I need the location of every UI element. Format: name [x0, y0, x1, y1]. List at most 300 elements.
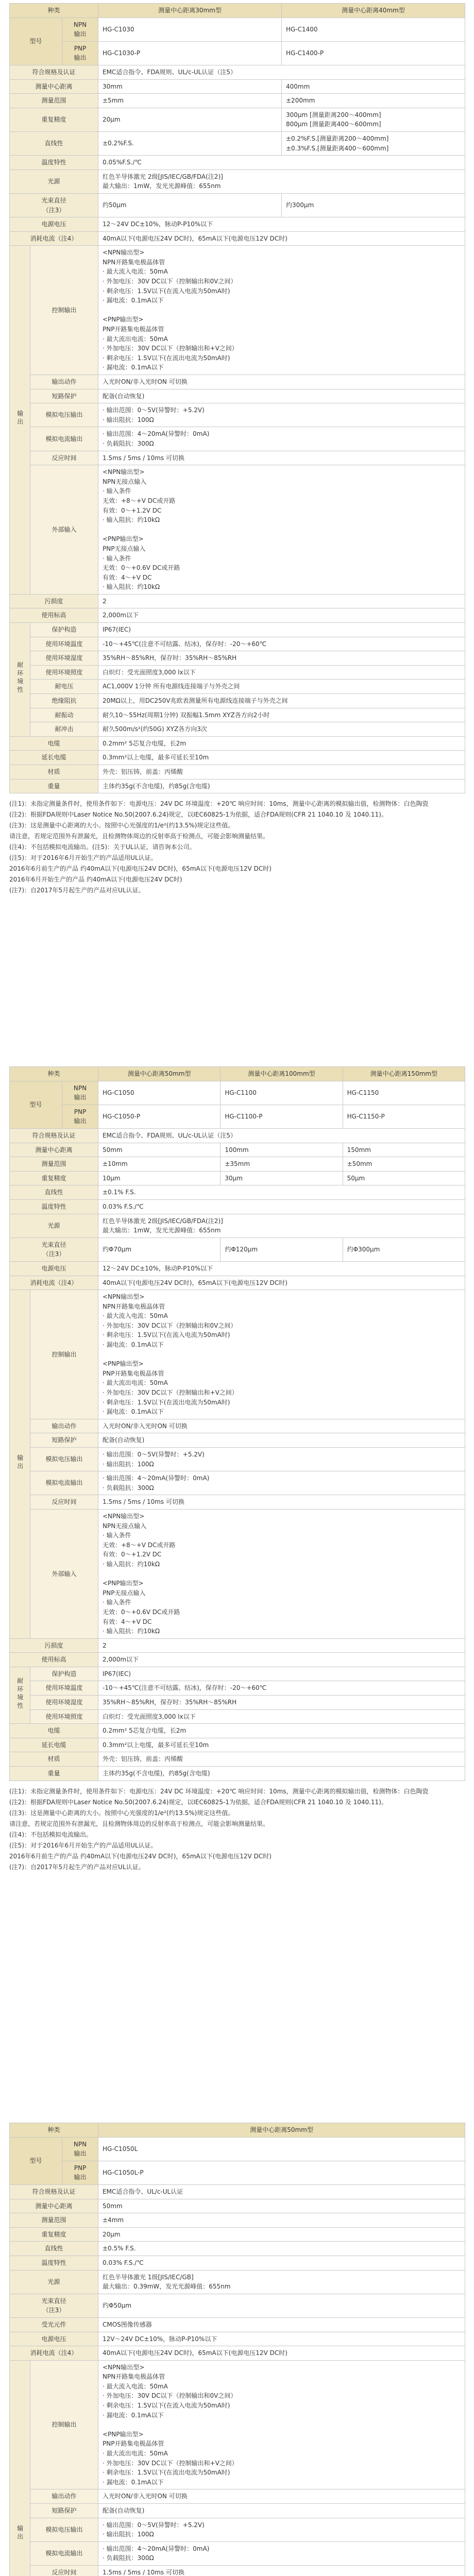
row-value: 2,000m以下: [98, 1653, 465, 1667]
row-value: 白炽灯：受光面照度3,000 lx以下: [98, 665, 465, 680]
row-label: 使用环境照度: [30, 665, 98, 680]
table-row: [10, 1724, 465, 1738]
row-label: 外部输入: [30, 1509, 98, 1638]
row-value: ±0.5% F.S.: [98, 2242, 465, 2256]
row-value: · 输出范围：4～20mA(异警时：0mA) · 负载阻抗：300Ω: [98, 1471, 465, 1495]
spec-table-grid: [9, 1066, 465, 1781]
note-line: 请注意，若规定范围外有泄漏光，且检测物体周边的反射率高于检测点，可能会影响测量结果。: [9, 1820, 269, 1827]
note-line: (注1)：未指定测量条件时，使用条件如下：电源电压：24V DC 环境温度：+20℃ 响应时间：10ms，测量中心距离的模拟输出值，检测物体：白色陶瓷: [9, 800, 429, 808]
row-value: 30mm: [98, 79, 282, 94]
table-row: [10, 1143, 465, 1157]
row-value: IP67(IEC): [98, 1667, 465, 1681]
spec-table-grid: [9, 3, 465, 793]
note-line: 2016年6月开始生产的产品 约40mA以下(电源电压24V DC时): [9, 876, 182, 884]
header-models-label: 型号: [10, 18, 62, 65]
row-label: 使用环境温度: [30, 1681, 98, 1696]
table-row: [10, 594, 465, 608]
row-value: 12～24V DC±10%，脉动P-P10%以下: [98, 217, 465, 232]
header-pnp-output: PNP 输出: [62, 1105, 98, 1128]
row-label: 输出动作: [30, 2489, 98, 2504]
pnp-model: HG-C1050L-P: [98, 2161, 465, 2184]
table-row: [10, 375, 465, 389]
row-label: 消耗电流（注4）: [10, 1276, 98, 1290]
row-label: 光束直径 （注3）: [10, 1238, 98, 1261]
row-group-text: 耐环境性: [16, 1677, 24, 1710]
row-label: 光源: [10, 1214, 98, 1238]
row-label: 模拟电压输出: [30, 403, 98, 427]
table-row: [10, 451, 465, 465]
row-value: 0.2mm² 5芯复合电缆，长2m: [98, 736, 465, 751]
row-value: 配备(自动恢复): [98, 1433, 465, 1448]
table-row: [10, 779, 465, 793]
row-label: 电源电压: [10, 1261, 98, 1276]
header-npn-output: NPN 输出: [62, 1081, 98, 1105]
row-label: 光束直径 （注3）: [10, 193, 98, 217]
note-line: (注7)：自2017年5月起生产的产品对应UL认证。: [9, 1863, 145, 1871]
row-label: 材质: [10, 1752, 98, 1767]
row-group-text: 输出: [16, 2524, 24, 2541]
pnp-model: HG-C1150-P: [343, 1105, 465, 1128]
note-line: (注3)：这是测量中心距离的大小。按照中心光强度的1/e²(约13.5%)规定这些值。: [9, 822, 234, 829]
row-value: 入光时ON/非入光时ON 可切换: [98, 2489, 465, 2504]
table-row: [10, 2213, 465, 2228]
table-row: [10, 708, 465, 722]
row-label: 符合规格及认证: [10, 65, 98, 79]
row-value: 1.5ms / 5ms / 10ms 可切换: [98, 451, 465, 465]
row-label: 电缆: [10, 1724, 98, 1738]
table-row: [10, 403, 465, 427]
header-models-label: 型号: [10, 1081, 62, 1128]
row-value: 1.5ms / 5ms / 10ms 可切换: [98, 2565, 465, 2576]
row-label: 输出动作: [30, 375, 98, 389]
row-value: 主体约35g(不含电缆)，约85g(含电缆): [98, 1767, 465, 1781]
row-label: 消耗电流（注4）: [10, 2346, 98, 2361]
row-label: 控制输出: [30, 2360, 98, 2489]
row-value: 50μm: [343, 1171, 465, 1185]
header-category: 种类: [10, 4, 98, 18]
note-line: (注5)：对于2016年6月开始生产的产品适用UL认证。: [9, 1841, 157, 1849]
table-row: [10, 1709, 465, 1724]
row-value: · 输出范围：4～20mA(异警时：0mA) · 负载阻抗：300Ω: [98, 2541, 465, 2565]
table-row: [10, 2346, 465, 2361]
row-value: 35%RH～85%RH，保存时：35%RH～85%RH: [98, 651, 465, 666]
npn-model: HG-C1050: [98, 1081, 221, 1105]
row-label: 符合规格及认证: [10, 2184, 98, 2199]
table-row: [10, 1767, 465, 1781]
row-label: 重复精度: [10, 2227, 98, 2242]
row-label: 控制输出: [30, 246, 98, 375]
row-label: 使用环境湿度: [30, 651, 98, 666]
header-npn-output: NPN 输出: [62, 2137, 98, 2161]
pnp-model: HG-C1030-P: [98, 41, 282, 65]
npn-model: HG-C1030: [98, 18, 282, 41]
table-row: [10, 2270, 465, 2294]
header-npn-output: NPN 输出: [62, 18, 98, 41]
row-label: 污损度: [10, 594, 98, 608]
table-row: [10, 608, 465, 623]
row-value: EMC适合指令、FDA规则、UL/c-UL认证（注5）: [98, 65, 465, 79]
row-value: ±200mm: [282, 94, 465, 108]
table-row: [10, 651, 465, 666]
note-line: (注2)：根据FDA规则中Laser Notice No.50(2007.6.24)规定，以IEC60825-1为依据，适合FDA规则(CFR 21 1040.10 及 1040.11)。: [9, 1798, 387, 1806]
row-label: 消耗电流（注4）: [10, 231, 98, 246]
row-label: 光源: [10, 2270, 98, 2294]
row-label: 短路保护: [30, 389, 98, 403]
row-value: 2: [98, 594, 465, 608]
row-value: 红色半导体激光 1级[JIS/IEC/GB] 最大输出：0.39mW，发光光源峰值：655nm: [98, 2270, 465, 2294]
row-value: 红色半导体激光 2级[JIS/IEC/GB/FDA(注2)] 最大输出：1mW，发光光源峰值：655nm: [98, 1214, 465, 1238]
table-row: [10, 1199, 465, 1214]
spec-block-3: [9, 2123, 465, 2576]
spec-table-grid: [9, 2123, 465, 2576]
row-value: 0.2mm² 5芯复合电缆，长2m: [98, 1724, 465, 1738]
row-label: 延长电缆: [10, 1738, 98, 1752]
row-group-text: 输出: [16, 1454, 24, 1471]
table-row: [10, 2294, 465, 2317]
note-line: (注4)：不包括模拟电流输出。: [9, 1831, 92, 1838]
row-group-label: [10, 1667, 30, 1723]
row-label: 耐振动: [30, 708, 98, 722]
pnp-model: HG-C1400-P: [282, 41, 465, 65]
table-row: [10, 156, 465, 170]
row-label: 外部输入: [30, 465, 98, 595]
row-label: 符合规格及认证: [10, 1128, 98, 1143]
table-row: [10, 193, 465, 217]
table-row: [10, 1638, 465, 1653]
row-label: 重量: [10, 779, 98, 793]
table-row: [10, 1157, 465, 1172]
table-row: [10, 1276, 465, 1290]
spec-block-1: [9, 3, 465, 896]
note-line: (注3)：这是测量中心距离的大小。按照中心光强度的1/e²(约13.5%)规定这些值。: [9, 1809, 234, 1817]
row-value: 2,000m以下: [98, 608, 465, 623]
spec-table: [9, 3, 465, 793]
row-value: <NPN输出型> NPN开路集电极晶体管 · 最大流入电流：50mA · 外加电压：30V DC以下（控制输出和0V之间） · 剩余电压：1.5V以下(在流入电流为50mA时) · 漏电流：0.1mA以下 <PNP输出型> PNP开路集电极晶体管 · 最大流出电流：50mA · 外加电压：30V DC以下（控制输出和+V之间） · 剩余电压：1.5V以下(在流出电流为50mA时) · 漏电流：0.1mA以下: [98, 246, 465, 375]
npn-model: HG-C1150: [343, 1081, 465, 1105]
table-row: [10, 722, 465, 737]
row-label: 反应时间: [30, 1495, 98, 1510]
row-label: 电源电压: [10, 2332, 98, 2346]
row-label: 使用环境温度: [30, 637, 98, 651]
header-column-title: 测量中心距离150mm型: [343, 1067, 465, 1081]
table-row: [10, 65, 465, 79]
row-label: 使用标高: [10, 608, 98, 623]
row-group-text: 输出: [16, 410, 24, 427]
row-group-label: [10, 1290, 30, 1639]
table-row: [10, 694, 465, 708]
row-label: 重量: [10, 1767, 98, 1781]
npn-model: HG-C1400: [282, 18, 465, 41]
table-row: [10, 2565, 465, 2576]
table-row: [10, 1471, 465, 1495]
table-row: [10, 2242, 465, 2256]
row-value: ±4mm: [98, 2213, 465, 2228]
table-row: [10, 2317, 465, 2332]
row-value: EMC适合指令、UL/c-UL认证: [98, 2184, 465, 2199]
npn-model: HG-C1050L: [98, 2137, 465, 2161]
spec-table: [9, 2123, 465, 2576]
row-group-label: [10, 623, 30, 737]
header-column-title: 测量中心距离40mm型: [282, 4, 465, 18]
row-value: 白炽灯：受光面照度3,000 lx以下: [98, 1709, 465, 1724]
row-value: 外壳：铝压铸，前盖：丙烯酸: [98, 1752, 465, 1767]
table-row: [10, 1681, 465, 1696]
row-value: <NPN输出型> NPN开路集电极晶体管 · 最大流入电流：50mA · 外加电压：30V DC以下（控制输出和0V之间） · 剩余电压：1.5V以下(在流入电流为50mA时) · 漏电流：0.1mA以下 <PNP输出型> PNP开路集电极晶体管 · 最大流出电流：50mA · 外加电压：30V DC以下（控制输出和+V之间） · 剩余电压：1.5V以下(在流出电流为50mA时) · 漏电流：0.1mA以下: [98, 1290, 465, 1419]
table-row: [10, 2227, 465, 2242]
row-value: 10μm: [98, 1171, 221, 1185]
notes: [9, 799, 465, 896]
table-row: [10, 765, 465, 779]
row-value: 耐久10～55Hz(周期1分钟) 双振幅1.5mm XYZ各方向2小时: [98, 708, 465, 722]
row-label: 光源: [10, 170, 98, 193]
row-label: 使用环境照度: [30, 1709, 98, 1724]
row-value: ±35mm: [221, 1157, 343, 1172]
row-value: ±5mm: [98, 94, 282, 108]
row-label: 保护构造: [30, 623, 98, 637]
note-line: (注7)：自2017年5月起生产的产品对应UL认证。: [9, 887, 145, 894]
table-row: [10, 1448, 465, 1471]
row-label: 电缆: [10, 736, 98, 751]
row-label: 反应时间: [30, 2565, 98, 2576]
note-line: (注5)：对于2016年6月开始生产的产品适用UL认证。: [9, 854, 157, 862]
row-label: 反应时间: [30, 451, 98, 465]
header-category: 种类: [10, 2123, 98, 2138]
header-column-title: 测量中心距离100mm型: [221, 1067, 343, 1081]
table-row: [10, 2199, 465, 2213]
row-label: 延长电缆: [10, 751, 98, 765]
table-row: [10, 108, 465, 131]
row-label: 使用环境湿度: [30, 1696, 98, 1710]
row-value: ±0.2%F.S.[测量距离200～400mm] ±0.3%F.S.[测量距离400～600mm]: [282, 131, 465, 155]
row-value: ±10mm: [98, 1157, 221, 1172]
row-label: 电源电压: [10, 217, 98, 232]
row-label: 污损度: [10, 1638, 98, 1653]
row-value: 40mA以下(电源电压24V DC时)，65mA以下(电源电压12V DC时): [98, 1276, 465, 1290]
row-value: 0.03% F.S./℃: [98, 2256, 465, 2270]
row-value: 主体约35g(不含电缆)，约85g(含电缆): [98, 779, 465, 793]
table-row: [10, 665, 465, 680]
table-row: [10, 1509, 465, 1638]
row-value: 0.03% F.S./℃: [98, 1199, 465, 1214]
table-row: [10, 1171, 465, 1185]
header-models-label: 型号: [10, 2137, 62, 2184]
row-label: 重复精度: [10, 108, 98, 131]
table-row: [10, 2184, 465, 2199]
table-row: [10, 217, 465, 232]
table-row: [10, 2518, 465, 2541]
row-label: 测量范围: [10, 2213, 98, 2228]
row-value: 50mm: [98, 1143, 221, 1157]
row-group-text: 耐环境性: [16, 662, 24, 695]
row-label: 模拟电压输出: [30, 2518, 98, 2541]
header-pnp-output: PNP 输出: [62, 2161, 98, 2184]
table-row: [10, 1433, 465, 1448]
row-value: · 输出范围：4～20mA(异警时：0mA) · 负载阻抗：300Ω: [98, 427, 465, 451]
row-label: 短路保护: [30, 1433, 98, 1448]
row-value: 0.3mm²以上电缆，最多可延长至10m: [98, 751, 465, 765]
table-row: [10, 465, 465, 595]
row-value: 约50μm: [98, 193, 282, 217]
row-value: 外壳：铝压铸，前盖：丙烯酸: [98, 765, 465, 779]
row-label: 直线性: [10, 131, 98, 155]
row-value: -10～+45℃(注意不可结露、结冰)，保存时：-20～+60℃: [98, 637, 465, 651]
row-value: 入光时ON/非入光时ON 可切换: [98, 1419, 465, 1433]
table-row: [10, 1738, 465, 1752]
row-label: 直线性: [10, 1185, 98, 1200]
row-label: 模拟电流输出: [30, 427, 98, 451]
row-value: 耐久500m/s²(约50G) XYZ各方向3次: [98, 722, 465, 737]
row-value: 35%RH～85%RH，保存时：35%RH～85%RH: [98, 1696, 465, 1710]
table-row: [10, 1214, 465, 1238]
pnp-model: HG-C1050-P: [98, 1105, 221, 1128]
row-value: 约Φ70μm: [98, 1238, 221, 1261]
npn-model: HG-C1100: [221, 1081, 343, 1105]
table-row: [10, 680, 465, 694]
row-label: 绝缘阻抗: [30, 694, 98, 708]
row-label: 控制输出: [30, 1290, 98, 1419]
row-value: 30μm: [221, 1171, 343, 1185]
row-value: AC1,000V 1分钟 所有电源线连接端子与外壳之间: [98, 680, 465, 694]
table-row: [10, 1653, 465, 1667]
row-value: 150mm: [343, 1143, 465, 1157]
row-value: 约Φ50μm: [98, 2294, 465, 2317]
row-label: 模拟电流输出: [30, 1471, 98, 1495]
row-group-label: [10, 246, 30, 595]
table-row: [10, 751, 465, 765]
table-row: [10, 1185, 465, 1200]
row-value: 12～24V DC±10%，脉动P-P10%以下: [98, 1261, 465, 1276]
table-row: [10, 1261, 465, 1276]
table-row: [10, 736, 465, 751]
row-label: 耐电压: [30, 680, 98, 694]
table-row: [10, 1419, 465, 1433]
table-row: [10, 94, 465, 108]
row-value: · 输出范围：0～5V(异警时：+5.2V) · 输出阻抗：100Ω: [98, 1448, 465, 1471]
header-column-title: 测量中心距离50mm型: [98, 1067, 221, 1081]
table-row: [10, 2489, 465, 2504]
table-row: [10, 79, 465, 94]
table-row: [10, 1667, 465, 1681]
row-label: 重复精度: [10, 1171, 98, 1185]
row-label: 测量范围: [10, 94, 98, 108]
header-column-title: 测量中心距离30mm型: [98, 4, 282, 18]
row-value: 40mA以下(电源电压24V DC时)，65mA以下(电源电压12V DC时): [98, 2346, 465, 2361]
row-label: 耐冲击: [30, 722, 98, 737]
row-value: ±50mm: [343, 1157, 465, 1172]
table-row: [10, 246, 465, 375]
row-label: 直线性: [10, 2242, 98, 2256]
row-value: 40mA以下(电源电压24V DC时)，65mA以下(电源电压12V DC时): [98, 231, 465, 246]
header-category: 种类: [10, 1067, 98, 1081]
note-line: (注1)：未指定测量条件时，使用条件如下：电源电压：24V DC 环境温度：+20℃ 响应时间：10ms，测量中心距离的模拟输出值，检测物体：白色陶瓷: [9, 1787, 429, 1795]
row-group-label: [10, 2360, 30, 2576]
row-value: CMOS图像传感器: [98, 2317, 465, 2332]
row-label: 输出动作: [30, 1419, 98, 1433]
table-row: [10, 2541, 465, 2565]
row-label: 测量中心距离: [10, 1143, 98, 1157]
row-label: 使用标高: [10, 1653, 98, 1667]
row-value: EMC适合指令、FDA规则、UL/c-UL认证（注5）: [98, 1128, 465, 1143]
row-value: 约Φ120μm: [221, 1238, 343, 1261]
row-value: 配备(自动恢复): [98, 389, 465, 403]
spec-table: [9, 1066, 465, 1781]
row-label: 测量中心距离: [10, 2199, 98, 2213]
table-row: [10, 1495, 465, 1510]
row-value: 20μm: [98, 2227, 465, 2242]
row-label: 保护构造: [30, 1667, 98, 1681]
row-value: 0.05%F.S./℃: [98, 156, 465, 170]
row-label: 测量中心距离: [10, 79, 98, 94]
row-label: 温度特性: [10, 1199, 98, 1214]
notes: [9, 1786, 465, 1873]
row-value: IP67(IEC): [98, 623, 465, 637]
row-label: 模拟电压输出: [30, 1448, 98, 1471]
row-value: 20μm: [98, 108, 282, 131]
row-value: 12V～24V DC±10%，脉动P-P10%以下: [98, 2332, 465, 2346]
row-value: 0.3mm²以上电缆，最多可延长至10m: [98, 1738, 465, 1752]
table-row: [10, 1752, 465, 1767]
table-row: [10, 2504, 465, 2518]
table-row: [10, 170, 465, 193]
row-label: 温度特性: [10, 156, 98, 170]
row-label: 光束直径 （注3）: [10, 2294, 98, 2317]
table-row: [10, 1290, 465, 1419]
row-value: 100mm: [221, 1143, 343, 1157]
table-row: [10, 637, 465, 651]
row-value: 1.5ms / 5ms / 10ms 可切换: [98, 1495, 465, 1510]
row-value: 约Φ300μm: [343, 1238, 465, 1261]
row-value: · 输出范围：0～5V(异警时：+5.2V) · 输出阻抗：100Ω: [98, 2518, 465, 2541]
note-line: (注2)：根据FDA规则中Laser Notice No.50(2007.6.24)规定，以IEC60825-1为依据，适合FDA规则(CFR 21 1040.10 及 1040.11)。: [9, 811, 387, 819]
header-column-title: 测量中心距离50mm型: [98, 2123, 465, 2138]
table-row: [10, 231, 465, 246]
row-label: 温度特性: [10, 2256, 98, 2270]
spec-block-2: [9, 1066, 465, 1873]
table-row: [10, 1696, 465, 1710]
row-value: 红色半导体激光 2级[JIS/IEC/GB/FDA(注2)] 最大输出：1mW，发光光源峰值：655nm: [98, 170, 465, 193]
note-line: 2016年6月前生产的产品 约40mA以下(电源电压24V DC时)，65mA以下(电源电压12V DC时): [9, 1852, 272, 1860]
note-line: (注4)：不包括模拟电流输出。(注5)：关于UL认证，请咨询本公司。: [9, 843, 196, 851]
row-value: <NPN输出型> NPN无接点输入 · 输入条件 无效：+8～+V DC或开路 有效：0～+1.2V DC · 输入阻抗：约10kΩ <PNP输出型> PNP无接点输入 · 输入条件 无效：0～+0.6V DC或开路 有效：4～+V DC · 输入阻抗：约10kΩ: [98, 1509, 465, 1638]
table-row: [10, 2360, 465, 2489]
table-row: [10, 1238, 465, 1261]
row-label: 测量范围: [10, 1157, 98, 1172]
row-label: 材质: [10, 765, 98, 779]
row-value: ±0.1% F.S.: [98, 1185, 465, 1200]
table-row: [10, 1128, 465, 1143]
row-value: ±0.2%F.S.: [98, 131, 282, 155]
row-value: 20MΩ以上，用DC250V兆欧表测量所有电源线连接端子与外壳之间: [98, 694, 465, 708]
row-value: 入光时ON/非入光时ON 可切换: [98, 375, 465, 389]
row-label: 受光元件: [10, 2317, 98, 2332]
row-value: <NPN输出型> NPN无接点输入 · 输入条件 无效：+8～+V DC或开路 有效：0～+1.2V DC · 输入阻抗：约10kΩ <PNP输出型> PNP无接点输入 · 输入条件 无效：0～+0.6V DC或开路 有效：4～+V DC · 输入阻抗：约10kΩ: [98, 465, 465, 595]
note-line: 请注意，若规定范围外有泄漏光，且检测物体周边的反射率高于检测点，可能会影响测量结果。: [9, 833, 269, 840]
row-value: 400mm: [282, 79, 465, 94]
row-value: · 输出范围：0～5V(异警时：+5.2V) · 输出阻抗：100Ω: [98, 403, 465, 427]
row-label: 模拟电流输出: [30, 2541, 98, 2565]
row-value: 2: [98, 1638, 465, 1653]
table-row: [10, 2256, 465, 2270]
table-row: [10, 427, 465, 451]
row-value: 约300μm: [282, 193, 465, 217]
table-row: [10, 2332, 465, 2346]
table-row: [10, 389, 465, 403]
table-row: [10, 131, 465, 155]
row-label: 短路保护: [30, 2504, 98, 2518]
row-value: 配备(自动恢复): [98, 2504, 465, 2518]
header-pnp-output: PNP 输出: [62, 41, 98, 65]
pnp-model: HG-C1100-P: [221, 1105, 343, 1128]
